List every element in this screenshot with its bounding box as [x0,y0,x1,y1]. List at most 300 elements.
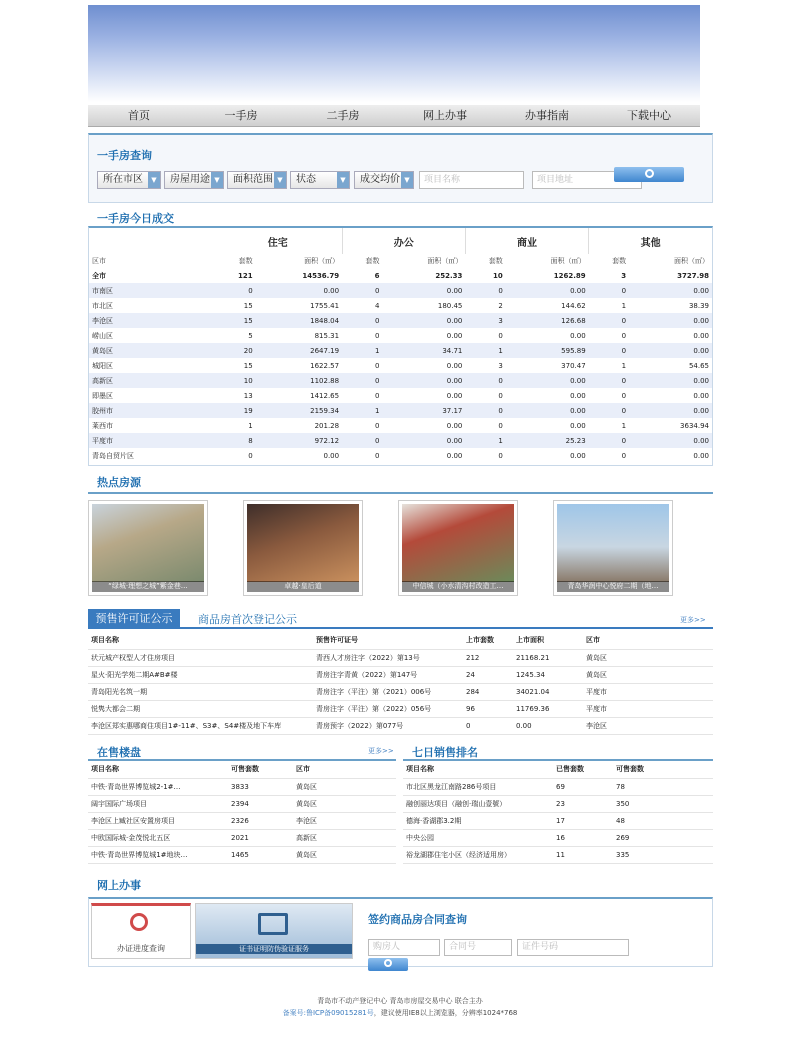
value-cell: 0 [342,373,382,388]
table-row[interactable] [89,418,712,433]
usage-select[interactable] [164,171,224,189]
table-row[interactable] [89,403,712,418]
value-cell: 0.00 [256,283,342,298]
value-cell: 0 [589,283,629,298]
hot-listing-1[interactable] [88,500,208,596]
value-cell: 0 [342,433,382,448]
list-cell: 悦隽大都会二期 [88,700,313,717]
list-cell: 21168.21 [513,649,583,666]
list-cell: 中铁·青岛世界博览城2-1#… [88,778,228,795]
footer-icp-link[interactable]: 备案号:鲁ICP备09015281号 [282,1009,374,1017]
list-cell: 青岛阳光名筑一期 [88,683,313,700]
district-cell: 市南区 [89,283,214,298]
column-header: 上市面积 [513,632,583,649]
column-header: 项目名称 [88,761,228,778]
permits-more-link[interactable]: 更多>> [680,616,706,624]
list-cell: 0 [463,717,513,734]
progress-query-label: 办证进度查询 [117,944,165,953]
value-cell: 0.00 [570,421,586,430]
hot-divider [88,492,713,494]
value-cell: 121 [238,271,253,280]
value-cell: 0.00 [446,451,463,460]
value-cell: 0.00 [629,373,712,388]
list-cell: 78 [613,778,713,795]
value-cell: 1 [342,343,382,358]
value-cell: 0.00 [446,421,463,430]
value-cell: 37.17 [383,403,466,418]
value-cell: 1 [621,421,627,430]
main-nav [88,105,700,127]
value-cell: 0 [375,421,380,430]
progress-query-service[interactable] [91,903,191,959]
value-cell: 0 [621,391,627,400]
value-cell: 15 [243,301,253,310]
onsale-title: 在售楼盘 [97,746,141,759]
list-cell: 市北区黑龙江南路286号项目 [403,778,553,795]
query-title: 一手房查询 [97,149,152,162]
list-item[interactable] [403,846,713,863]
district-select-label: 所在市区 [103,174,143,185]
table-row[interactable] [89,298,712,313]
value-cell: 1102.88 [256,373,342,388]
deals-header-row [89,254,712,268]
value-cell: 0.00 [570,331,586,340]
value-cell: 4 [375,301,380,310]
column-header: 区市 [293,761,396,778]
district-cell: 平度市 [89,433,214,448]
table-row[interactable] [89,373,712,388]
list-cell: 34021.04 [513,683,583,700]
list-cell: 中欧国际城·金茂悦北五区 [88,829,228,846]
value-cell: 3634.94 [680,421,709,430]
list-item[interactable] [88,795,396,812]
online-title: 网上办事 [97,879,141,892]
value-cell: 815.31 [314,331,340,340]
value-cell: 0 [621,331,627,340]
price-select[interactable] [354,171,414,189]
column-header: 面积（㎡） [304,257,340,265]
value-cell: 0 [342,283,382,298]
district-select[interactable] [97,171,161,189]
value-cell: 0 [621,451,627,460]
list-cell: 3833 [228,778,293,795]
list-cell: 1465 [228,846,293,863]
ranking-header-row [403,761,713,778]
column-header: 套数 [612,257,627,265]
hot-listing-caption: 青岛华润中心悦府二期（地… [557,581,669,592]
column-header: 预售许可证号 [313,632,463,649]
contract-search-button[interactable] [368,958,408,971]
table-row[interactable] [89,358,712,373]
list-cell: 212 [463,649,513,666]
deals-table-panel [88,226,713,466]
permits-list [88,632,713,735]
chevron-down-icon: ▼ [148,172,160,188]
list-cell: 335 [613,846,713,863]
nav-second-hand[interactable]: 二手房 [326,109,360,122]
list-item[interactable] [88,846,396,863]
hot-listing-caption: 中信城（小水清沟村改造工… [402,581,514,592]
document-icon [258,913,288,935]
value-cell: 595.89 [506,343,589,358]
value-cell: 1 [248,421,253,430]
ranking-title: 七日销售排名 [412,746,478,759]
group-residential: 住宅 [267,237,288,249]
value-cell: 2 [498,301,503,310]
value-cell: 15 [214,313,256,328]
value-cell: 10 [493,271,503,280]
value-cell: 0 [375,361,380,370]
list-cell: 星火·阳光学苑二期A#B#楼 [88,666,313,683]
list-item[interactable] [88,778,396,795]
list-cell: 状元城产权型人才住房项目 [88,649,313,666]
value-cell: 1 [342,403,382,418]
value-cell: 0 [214,283,256,298]
list-cell: 2021 [228,829,293,846]
value-cell: 0.00 [629,283,712,298]
value-cell: 0.00 [629,403,712,418]
column-header: 套数 [238,257,253,265]
value-cell: 0 [589,433,629,448]
hot-listing-image [247,504,359,582]
value-cell: 126.68 [506,313,589,328]
list-cell: 李沧区郑实惠哪商住项目1#-11#、S3#、S4#楼及地下车库 [88,717,313,734]
list-cell: 平度市 [583,700,713,717]
value-cell: 1 [621,301,627,310]
district-cell: 城阳区 [92,361,113,370]
price-select-label: 成交均价 [360,174,400,185]
value-cell: 0.00 [446,391,463,400]
value-cell: 25.23 [506,433,589,448]
value-cell: 14536.79 [302,271,340,280]
column-header: 面积（㎡） [550,257,586,265]
onsale-panel [88,759,396,867]
search-button[interactable] [614,167,684,182]
column-header: 可售套数 [228,761,293,778]
value-cell: 0 [589,403,629,418]
list-cell: 阔宇国际广场项目 [88,795,228,812]
list-cell: 48 [613,812,713,829]
list-item[interactable] [403,829,713,846]
footer-line2 [0,1007,800,1019]
value-cell: 15 [243,361,253,370]
list-cell: 2394 [228,795,293,812]
value-cell: 0.00 [629,313,712,328]
table-row[interactable] [89,268,712,283]
list-cell: 中央公园 [403,829,553,846]
value-cell: 3 [465,313,505,328]
value-cell: 0 [589,343,629,358]
nav-guide[interactable]: 办事指南 [525,109,569,122]
header-banner [88,5,700,102]
deals-table [89,228,712,463]
value-cell: 0 [498,421,503,430]
list-cell: 269 [613,829,713,846]
value-cell: 1848.04 [256,313,342,328]
value-cell: 2159.34 [256,403,342,418]
permits-tabbar [88,609,713,629]
status-select-label: 状态 [296,174,316,185]
area-select[interactable] [227,171,287,189]
value-cell: 0.00 [506,283,589,298]
value-cell: 0.00 [506,373,589,388]
value-cell: 0 [465,283,505,298]
value-cell: 54.65 [688,361,709,370]
list-cell: 青西人才房注字（2022）第13号 [313,649,463,666]
contract-number-input[interactable]: 合同号 [444,939,512,956]
nav-new-house[interactable]: 一手房 [224,109,258,122]
chevron-down-icon: ▼ [211,172,223,188]
value-cell: 252.33 [435,271,463,280]
value-cell: 0.00 [629,343,712,358]
permits-header-row [88,632,713,649]
list-item[interactable] [88,649,713,666]
contract-query-title: 签约商品房合同查询 [368,913,467,926]
list-item[interactable] [88,812,396,829]
list-item[interactable] [88,829,396,846]
list-cell: 1245.34 [513,666,583,683]
hot-listing-4[interactable] [553,500,673,596]
list-cell: 李沧区 [583,717,713,734]
district-cell: 全市 [92,271,106,280]
usage-select-label: 房屋用途 [170,174,210,185]
value-cell: 1622.57 [310,361,340,370]
district-cell: 胶州市 [89,403,214,418]
district-cell: 高新区 [89,373,214,388]
value-cell: 0.00 [383,313,466,328]
value-cell: 1 [465,343,505,358]
project-address-input[interactable]: 项目地址 [532,171,642,189]
value-cell: 34.71 [383,343,466,358]
column-header: 面积（㎡） [427,257,463,265]
list-cell: 青房预字（2022）第077号 [313,717,463,734]
hot-title: 热点房源 [97,476,141,489]
value-cell: 0.00 [323,451,340,460]
list-cell: 青房注字（平注）第（2022）056号 [313,700,463,717]
hot-listing-caption: 卓越·皇后道 [247,581,359,592]
value-cell: 0 [498,451,503,460]
nav-home[interactable]: 首页 [128,109,150,122]
list-item[interactable] [88,700,713,717]
status-select[interactable] [290,171,350,189]
list-cell: 黄岛区 [293,778,396,795]
column-header: 项目名称 [88,632,313,649]
chevron-down-icon: ▼ [274,172,286,188]
list-item[interactable] [403,812,713,829]
project-name-input[interactable]: 项目名称 [419,171,524,189]
value-cell: 0 [248,451,253,460]
list-cell: 96 [463,700,513,717]
footer-browser-note: ，建议使用IE8以上浏览器，分辨率1024*768 [373,1009,518,1017]
value-cell: 0.00 [693,451,709,460]
permits-table [88,632,713,735]
value-cell: 0 [589,373,629,388]
value-cell: 0.00 [383,373,466,388]
value-cell: 20 [214,343,256,358]
list-cell: 24 [463,666,513,683]
value-cell: 0 [498,391,503,400]
value-cell: 3727.98 [677,271,709,280]
value-cell: 1 [621,361,627,370]
hot-listing-image [402,504,514,582]
value-cell: 1755.41 [310,301,340,310]
list-cell: 德海·香湖郡3.2期 [403,812,553,829]
table-row[interactable] [89,388,712,403]
value-cell: 180.45 [437,301,463,310]
value-cell: 0.00 [446,361,463,370]
district-cell: 即墨区 [92,391,113,400]
column-header: 可售套数 [613,761,713,778]
column-header: 套数 [488,257,503,265]
value-cell: 0 [465,373,505,388]
district-cell: 崂山区 [92,331,113,340]
list-cell: 350 [613,795,713,812]
list-cell: 17 [553,812,613,829]
list-cell: 23 [553,795,613,812]
list-cell: 黄岛区 [583,649,713,666]
value-cell: 0.00 [629,433,712,448]
value-cell: 0.00 [506,403,589,418]
footer-organizers: 青岛市不动产登记中心 青岛市房屋交易中心 联合主办 [317,997,483,1005]
value-cell: 5 [248,331,253,340]
list-cell: 青房注字（平注）第（2021）006号 [313,683,463,700]
search-icon [384,959,392,967]
list-cell: 黄岛区 [583,666,713,683]
table-row[interactable] [89,448,712,463]
column-header: 面积（㎡） [674,257,709,265]
list-cell: 2326 [228,812,293,829]
value-cell: 0.00 [383,283,466,298]
buyer-input[interactable]: 购房人 [368,939,440,956]
area-select-label: 面积范围 [233,174,273,185]
certificate-verify-service[interactable] [195,903,353,959]
table-row[interactable] [89,343,712,358]
certificate-verify-label: 证书证明防伪验证服务 [196,944,352,954]
value-cell: 0.00 [383,433,466,448]
value-cell: 0.00 [570,391,586,400]
group-office: 办公 [342,228,465,254]
deals-title: 一手房今日成交 [97,212,174,225]
hot-listing-caption: “绿城·理想之城”紫金巷… [92,581,204,592]
nav-download[interactable]: 下载中心 [627,109,671,122]
district-cell: 李沧区 [89,313,214,328]
value-cell: 370.47 [561,361,586,370]
list-item[interactable] [403,778,713,795]
hot-listing-image [92,504,204,582]
list-item[interactable] [88,683,713,700]
list-cell: 裕龙湖郡住宅小区（经济适用房） [403,846,553,863]
district-cell: 莱西市 [92,421,113,430]
value-cell: 10 [214,373,256,388]
nav-online-service[interactable]: 网上办事 [423,109,467,122]
column-header: 区市 [92,257,106,265]
value-cell: 0 [375,391,380,400]
search-icon [645,169,654,178]
list-cell: 高新区 [293,829,396,846]
chevron-down-icon: ▼ [337,172,349,188]
value-cell: 0 [342,313,382,328]
onsale-table [88,761,396,864]
value-cell: 38.39 [688,301,709,310]
value-cell: 0.00 [693,391,709,400]
list-cell: 黄岛区 [293,795,396,812]
list-cell: 11 [553,846,613,863]
value-cell: 2647.19 [256,343,342,358]
value-cell: 0 [589,313,629,328]
value-cell: 3 [498,361,503,370]
value-cell: 0 [375,331,380,340]
value-cell: 144.62 [561,301,586,310]
ranking-panel [403,759,713,867]
column-header: 区市 [583,632,713,649]
value-cell: 0 [498,331,503,340]
value-cell: 13 [243,391,253,400]
tab-presale-permit[interactable]: 预售许可证公示 [88,609,180,629]
table-row[interactable] [89,433,712,448]
hot-listing-image [557,504,669,582]
chevron-down-icon: ▼ [401,172,413,188]
footer [0,995,800,1019]
list-cell: 284 [463,683,513,700]
list-cell: 青房注字青黄（2022）第147号 [313,666,463,683]
onsale-more-link[interactable]: 更多>> [368,747,394,755]
value-cell: 0.00 [693,331,709,340]
list-cell: 平度市 [583,683,713,700]
district-cell: 市北区 [92,301,113,310]
list-cell: 黄岛区 [293,846,396,863]
value-cell: 201.28 [314,421,340,430]
column-header: 套数 [365,257,380,265]
list-cell: 16 [553,829,613,846]
list-item[interactable] [403,795,713,812]
onsale-header-row [88,761,396,778]
list-cell: 融创丽达项目（融创·瑞山壹號） [403,795,553,812]
hot-listing-2[interactable] [243,500,363,596]
list-cell: 中铁·青岛世界博览城1#地块… [88,846,228,863]
value-cell: 0.00 [446,331,463,340]
list-item[interactable] [88,717,713,734]
value-cell: 0.00 [570,451,586,460]
value-cell: 0 [375,451,380,460]
table-row[interactable] [89,283,712,298]
value-cell: 1262.89 [553,271,586,280]
value-cell: 8 [214,433,256,448]
value-cell: 6 [374,271,380,280]
ranking-table [403,761,713,864]
hot-listing-3[interactable] [398,500,518,596]
value-cell: 1412.65 [310,391,340,400]
value-cell: 19 [214,403,256,418]
column-header: 项目名称 [403,761,553,778]
list-cell: 李沧区 [293,812,396,829]
group-commercial: 商业 [465,228,588,254]
tab-first-registration[interactable]: 商品房首次登记公示 [198,613,297,626]
table-row[interactable] [89,313,712,328]
column-header: 已售套数 [553,761,613,778]
magnifier-icon [130,913,148,931]
district-cell: 黄岛区 [89,343,214,358]
id-number-input[interactable]: 证件号码 [517,939,629,956]
list-item[interactable] [88,666,713,683]
column-header: 上市套数 [463,632,513,649]
value-cell: 972.12 [256,433,342,448]
list-cell: 11769.36 [513,700,583,717]
table-row[interactable] [89,328,712,343]
value-cell: 1 [465,433,505,448]
value-cell: 3 [621,271,627,280]
group-other: 其他 [589,228,712,254]
list-cell: 69 [553,778,613,795]
